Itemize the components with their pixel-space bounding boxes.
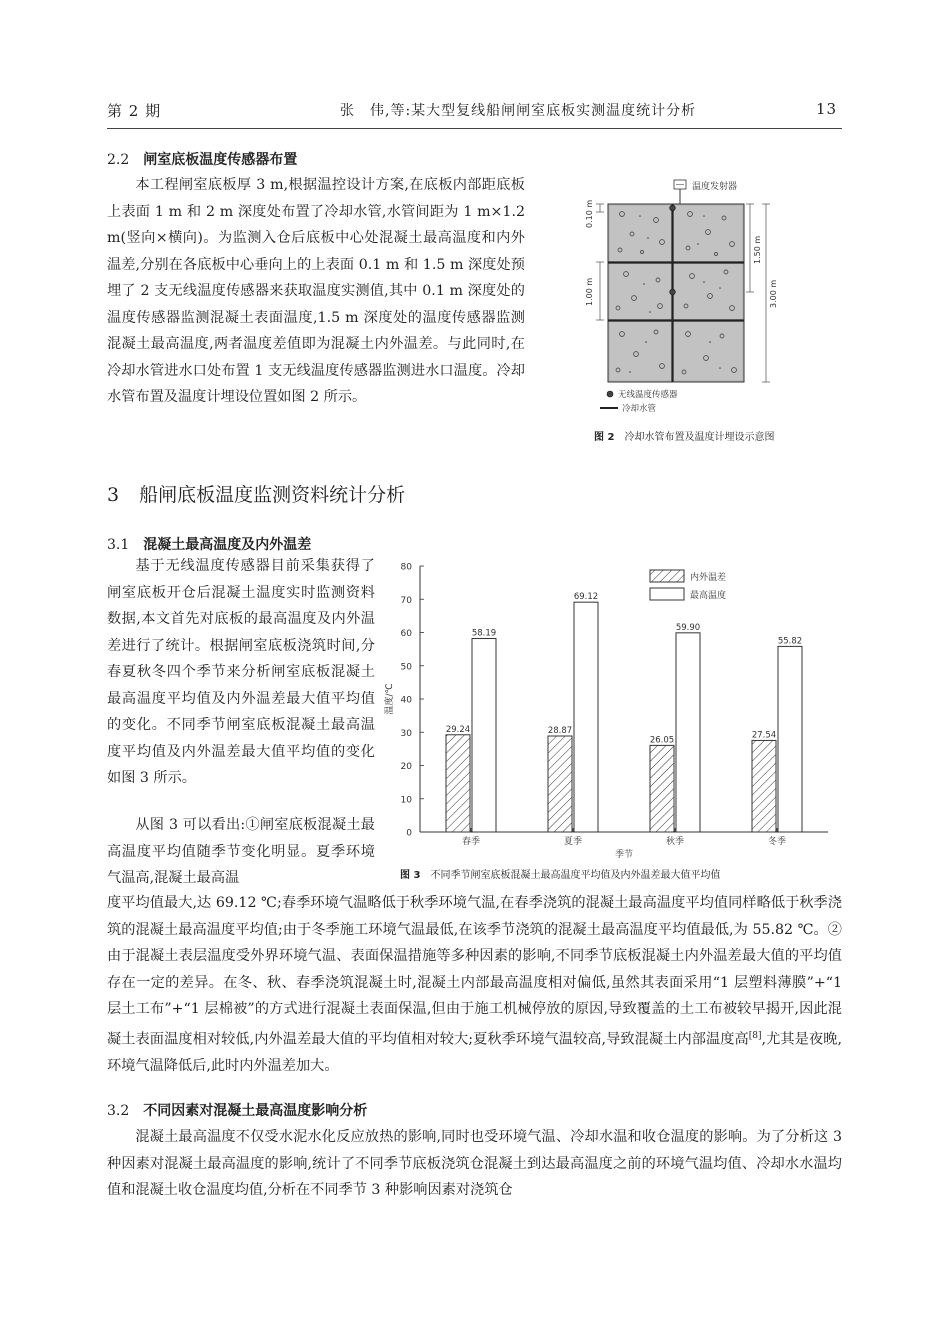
legend-sensor-icon: [607, 391, 613, 397]
figure-2-caption-number: 图 2: [594, 432, 615, 443]
citation: [8]: [748, 1030, 762, 1041]
bar-max-temperature: [778, 646, 802, 832]
section-number: 2.2: [107, 152, 130, 168]
figure-3-caption-text: 不同季节闸室底板混凝土最高温度平均值及内外温差最大值平均值: [430, 870, 721, 881]
x-tick-label: 夏季: [563, 837, 583, 847]
bar-max-temperature: [676, 633, 700, 832]
figure-3-caption-number: 图 3: [400, 870, 421, 881]
bar-temp-difference: [650, 745, 674, 832]
bar-data-label: 55.82: [777, 636, 803, 647]
bar-data-label: 27.54: [751, 730, 777, 741]
section-3-2-heading: [107, 1100, 367, 1120]
slab-cells: [610, 206, 742, 380]
y-tick-label: 0: [406, 828, 412, 839]
section-2-2-paragraph: 本工程闸室底板厚 3 m,根据温控设计方案,在底板内部距底板上表面 1 m 和 2 m 深度处布置了冷却水管,水管间距为 1 m×1.2 m(竖向×横向)。为监测入仓后底板中心处混凝土最高温度和内外温差,分别在各底板中心垂向上的上表面 0.1 m 和 1.5 m 深度处预埋了 2 支无线温度传感器来获取温度实测值,其中 0.1 m 深度处的温度传感器监测混凝土表面温度,1.5 m 深度处的温度传感器监测混凝土最高温度,两者温度差值即为混凝土内外温差。与此同时,在冷却水管进水口处布置 1 支无线温度传感器监测进水口温度。冷却水管布置及温度计埋设位置如图 2 所示。: [107, 177, 525, 405]
bar-temp-difference: [446, 735, 470, 832]
y-tick-label: 20: [400, 762, 412, 772]
y-tick-label: 30: [400, 728, 412, 739]
section-3-1-paragraph-2-start: 从图 3 可以看出:①闸室底板混凝土最高温度平均值随季节变化明显。夏季环境气温高,混凝土最高温: [107, 817, 375, 886]
figure-3-caption: [400, 866, 720, 881]
bar-max-temperature: [472, 639, 496, 832]
bar-data-label: 28.87: [547, 726, 573, 737]
bar-data-label: 59.90: [675, 622, 701, 633]
legend-swatch-temp-difference: [650, 570, 684, 582]
bar-data-label: 26.05: [649, 735, 675, 746]
x-tick-label: 冬季: [767, 837, 787, 847]
header-rule: [107, 128, 842, 129]
x-tick-label: 春季: [461, 837, 481, 847]
dim-label-010: 0.10 m: [585, 199, 594, 228]
legend-label: 最高温度: [690, 591, 727, 601]
section-3-1-paragraph-2-rest: [107, 890, 842, 1079]
dim-label-100: 1.00 m: [585, 277, 594, 306]
section-title: 混凝土最高温度及内外温差: [143, 537, 312, 553]
section-3-1-paragraph-1: 基于无线温度传感器目前采集获得了闸室底板开仓后混凝土温度实时监测资料数据,本文首先对底板的最高温度及内外温差进行了统计。根据闸室底板浇筑时间,分春夏秋冬四个季节来分析闸室底板混凝土最高温度平均值及内外温差最大值平均值的变化。不同季节闸室底板混凝土最高温度平均值及内外温差最大值平均值的变化如图 3 所示。: [107, 558, 375, 786]
section-3-2-paragraph: 混凝土最高温度不仅受水泥水化反应放热的影响,同时也受环境气温、冷却水温和收仓温度的影响。为了分析这 3 种因素对混凝土最高温度的影响,统计了不同季节底板浇筑仓混凝土到达最高温度之前的环境气温均值、冷却水水温均值和混凝土收仓温度均值,分析在不同季节 3 种影响因素对浇筑仓: [107, 1129, 842, 1198]
section-title: 闸室底板温度传感器布置: [143, 152, 298, 168]
section-number: 3: [107, 484, 120, 506]
section-title: 不同因素对混凝土最高温度影响分析: [143, 1103, 368, 1119]
y-tick-label: 50: [400, 662, 412, 673]
paragraph-text: 度平均值最大,达 69.12 ℃;春季环境气温略低于秋季环境气温,在春季浇筑的混凝土最高温度平均值同样略低于秋季浇筑的混凝土最高温度平均值;由于冬季施工环境气温最低,在该季节浇筑的混凝土最高温度平均值最低,为 55.82 ℃。②由于混凝土表层温度受外界环境气温、表面保温措施等多种因素的影响,不同季节底板混凝土内外温差最大值的平均值存在一定的差异。在冬、秋、春季浇筑混凝土时,混凝土内部最高温度相对偏低,虽然其表面采用“1 层塑料薄膜”+“1 层土工布”+“1 层棉被”的方式进行混凝土表面保温,但由于施工机械停放的原因,导致覆盖的土工布被较早揭开,因此混凝土表面温度相对较低,内外温差最大值的平均值相对较大;夏秋季环境气温较高,导致混凝土内部温度高: [107, 895, 842, 1048]
dim-label-300: 3.00 m: [769, 279, 778, 308]
y-tick-label: 10: [400, 795, 412, 806]
bar-data-label: 29.24: [445, 724, 471, 735]
y-tick-label: 40: [400, 695, 412, 706]
sensor-marker: [670, 205, 676, 211]
header-title: 张 伟,等:某大型复线船闸闸室底板实测温度统计分析: [340, 103, 697, 119]
header-page-number: 13: [816, 100, 838, 118]
y-tick-label: 70: [400, 595, 412, 606]
legend-sensor-label: 无线温度传感器: [618, 390, 678, 400]
legend-pipe-label: 冷却水管: [622, 404, 657, 414]
temperature-emitter-icon: [674, 180, 686, 206]
bar-temp-difference: [752, 740, 776, 832]
figure-2-caption-text: 冷却水管布置及温度计埋设示意图: [624, 432, 775, 443]
bar-max-temperature: [574, 602, 598, 832]
dim-label-150: 1.50 m: [753, 235, 762, 264]
y-tick-label: 60: [400, 629, 412, 639]
figure-3-bar-chart: [380, 556, 840, 862]
bar-data-label: 58.19: [471, 628, 497, 639]
section-3-1-heading: [107, 534, 311, 554]
legend-swatch-max-temperature: [650, 588, 684, 600]
x-tick-label: 秋季: [665, 837, 685, 847]
header-issue: 第 2 期: [107, 102, 162, 120]
paragraph-text: ,尤其是夜晚,环境气温降低后,此时内外温差加大。: [107, 1031, 842, 1074]
bar-data-label: 69.12: [573, 592, 599, 603]
y-axis-label: 温度/℃: [385, 683, 395, 715]
legend-label: 内外温差: [690, 573, 727, 583]
section-title: 船闸底板温度监测资料统计分析: [139, 484, 406, 506]
section-3-heading: [107, 480, 405, 507]
section-number: 3.2: [107, 1103, 130, 1119]
bar-temp-difference: [548, 736, 572, 832]
emitter-label: 温度发射器: [692, 182, 738, 192]
figure-2-caption: [594, 428, 774, 443]
section-number: 3.1: [107, 537, 130, 553]
x-axis-label: 季节: [614, 850, 634, 860]
sensor-marker: [670, 289, 676, 295]
y-tick-label: 80: [400, 562, 412, 573]
section-2-2-heading: [107, 149, 297, 169]
figure-2-diagram: [570, 172, 800, 420]
